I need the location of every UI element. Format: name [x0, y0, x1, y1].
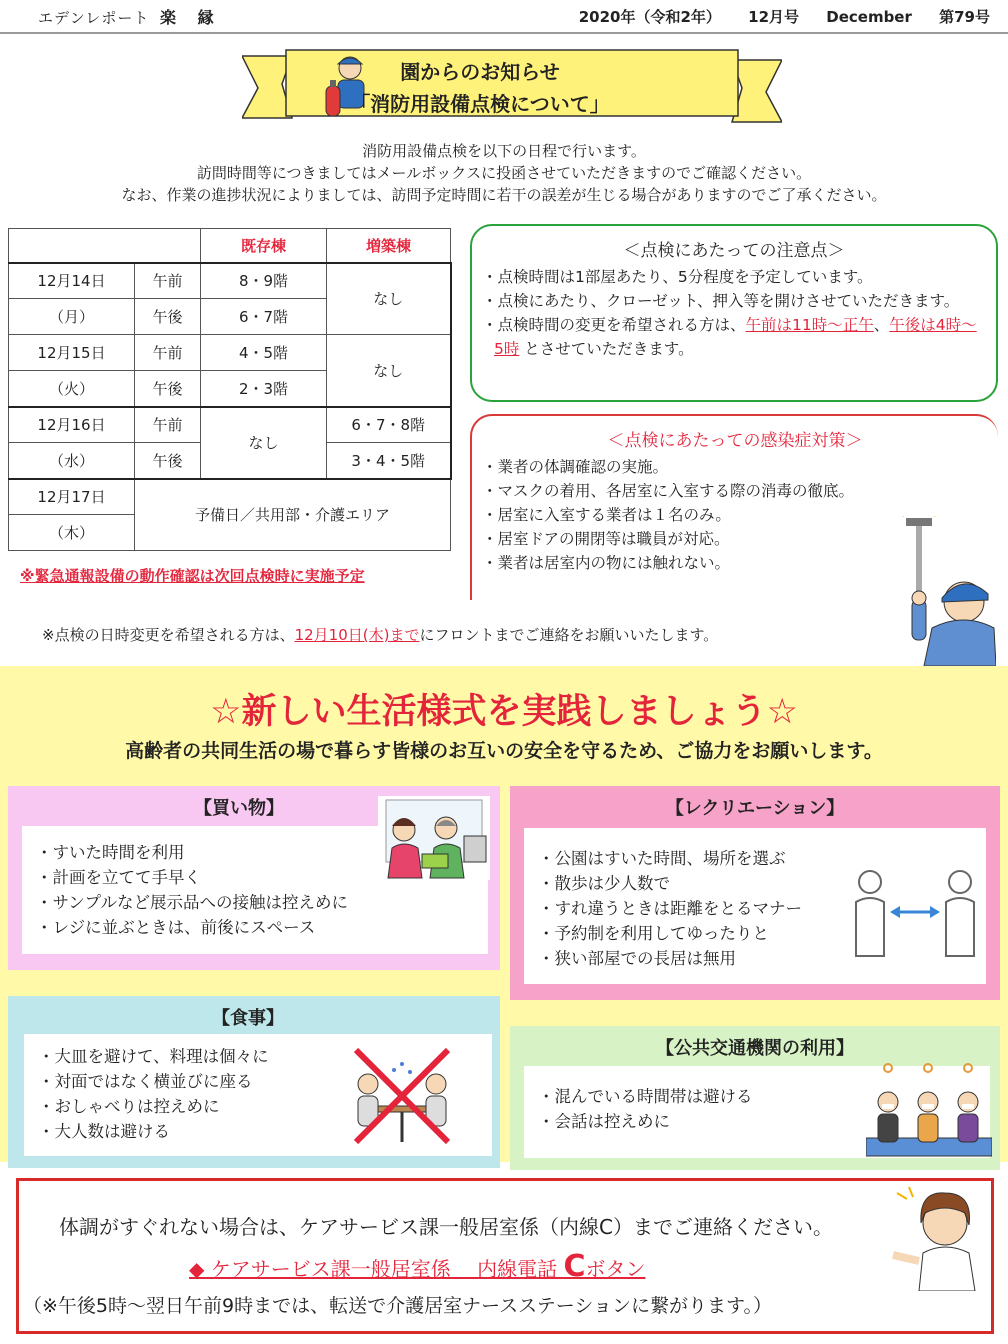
- recreation-title: 【レクリエーション】: [665, 798, 845, 819]
- date-change-note: [42, 624, 718, 645]
- list-item: ・予約制を利用してゆったりと: [538, 924, 769, 943]
- list-item: ・点検にあたり、クローゼット、押入等を開けさせていただきます。: [482, 292, 960, 310]
- period-cell: 午前: [135, 335, 201, 371]
- header-existing: 既存棟: [201, 229, 327, 263]
- date-change-text: にフロントまでご連絡をお願いいたします。: [419, 626, 719, 644]
- list-item: ・点検時間は1部屋あたり、5分程度を予定しています。: [482, 268, 873, 286]
- recreation-card: [510, 786, 1000, 1000]
- shopping-title: 【買い物】: [194, 798, 284, 819]
- annex-cell: なし: [327, 263, 451, 335]
- social-distance-icon: [850, 868, 980, 958]
- dow-cell: （月）: [9, 299, 135, 335]
- issue-month-en: December: [826, 8, 912, 26]
- annex-cell: 3・4・5階: [327, 443, 451, 479]
- transit-card: [510, 1026, 1000, 1170]
- period-cell: 午前: [135, 407, 201, 443]
- list-item: ・マスクの着用、各居室に入室する際の消毒の徹底。: [482, 482, 855, 500]
- inspection-notes-box: [470, 224, 998, 402]
- cashier-shopping-icon: [378, 796, 490, 880]
- list-item: ・サンプルなど展示品への接触は控えめに: [36, 893, 349, 912]
- list-item: ・計画を立てて手早く: [36, 868, 201, 887]
- list-item: ・公園はすいた時間、場所を選ぶ: [538, 849, 786, 868]
- period-cell: 午後: [135, 371, 201, 407]
- table-row: [9, 407, 451, 443]
- date-change-deadline: 12月10日(木)まで: [294, 626, 420, 644]
- list-item: ・対面ではなく横並びに座る: [38, 1072, 253, 1091]
- existing-cell: なし: [201, 407, 327, 479]
- existing-cell: 4・5階: [201, 335, 327, 371]
- publication-name: エデンレポート: [38, 9, 150, 27]
- list-item: ・すいた時間を利用: [36, 843, 185, 862]
- extension-suffix: ボタン: [585, 1257, 646, 1281]
- list-item: [482, 313, 986, 361]
- table-row: [9, 335, 451, 371]
- list-item-text: 、: [873, 316, 890, 334]
- list-item: ・会話は控えめに: [538, 1112, 670, 1131]
- note-cell: 予備日／共用部・介護エリア: [135, 479, 451, 551]
- date-cell: 12月17日: [9, 479, 135, 515]
- date-cell: 12月16日: [9, 407, 135, 443]
- list-item: ・散歩は少人数で: [538, 874, 670, 893]
- list-item: ・大皿を避けて、料理は個々に: [38, 1047, 269, 1066]
- contact-box: [16, 1178, 994, 1334]
- list-item-text: ・点検時間の変更を希望される方は、: [482, 316, 746, 334]
- meals-title: 【食事】: [212, 1008, 284, 1029]
- list-item: ・おしゃべりは控えめに: [38, 1097, 220, 1116]
- transit-title: 【公共交通機関の利用】: [656, 1038, 854, 1059]
- table-row: [9, 263, 451, 299]
- period-cell: 午後: [135, 443, 201, 479]
- train-passengers-icon: [866, 1062, 992, 1162]
- new-lifestyle-title: ☆新しい生活様式を実践しましょう☆: [210, 692, 798, 732]
- date-cell: 12月14日: [9, 263, 135, 299]
- period-cell: 午後: [135, 299, 201, 335]
- page-header: [0, 0, 1008, 34]
- banner-subtitle: 「消防用設備点検について」: [350, 92, 610, 116]
- recreation-panel: [524, 828, 986, 984]
- intro-text: [0, 140, 1008, 206]
- dow-cell: （水）: [9, 443, 135, 479]
- intro-line: 消防用設備点検を以下の日程で行います。: [362, 142, 646, 160]
- existing-cell: 8・9階: [201, 263, 327, 299]
- date-change-text: ※点検の日時変更を希望される方は、: [42, 626, 295, 644]
- list-item: ・業者は居室内の物には触れない。: [482, 554, 731, 572]
- schedule-footnote: ※緊急通報設備の動作確認は次回点検時に実施予定: [20, 567, 365, 585]
- extension-label: ◆ ケアサービス課一般居室係 内線電話: [189, 1257, 564, 1281]
- logo: 楽 縁: [160, 8, 222, 27]
- inspection-notes-list: [472, 261, 996, 361]
- list-item: ・レジに並ぶときは、前後にスペース: [36, 918, 316, 937]
- issue-year: 2020年（令和2年）: [578, 8, 721, 26]
- inspector-worker-icon: [884, 516, 996, 666]
- period-cell: 午前: [135, 263, 201, 299]
- issue-info: [557, 6, 990, 27]
- date-cell: 12月15日: [9, 335, 135, 371]
- inspection-notes-title: ＜点検にあたっての注意点＞: [623, 241, 845, 261]
- list-item: ・混んでいる時間帯は避ける: [538, 1087, 753, 1106]
- list-item: ・大人数は避ける: [38, 1122, 170, 1141]
- list-item-text: とさせていただきます。: [519, 340, 694, 358]
- existing-cell: 6・7階: [201, 299, 327, 335]
- table-row: [9, 479, 451, 515]
- header-blank: [9, 229, 201, 263]
- highlight-pm: 午後は4時～5時: [494, 316, 977, 358]
- list-item: ・すれ違うときは距離をとるマナー: [538, 899, 802, 918]
- dow-cell: （火）: [9, 371, 135, 407]
- issue-month: 12月号: [748, 8, 800, 26]
- intro-line: 訪問時間等につきましてはメールボックスに投函させていただきますのでご確認ください。: [196, 164, 812, 182]
- existing-cell: 2・3階: [201, 371, 327, 407]
- issue-number: 第79号: [939, 8, 990, 26]
- meals-panel: [24, 1034, 492, 1156]
- header-annex: 増築棟: [327, 229, 451, 263]
- contact-instruction: 体調がすぐれない場合は、ケアサービス課一般居室係（内線C）までご連絡ください。: [59, 1215, 833, 1239]
- contact-extension: [189, 1249, 645, 1284]
- extension-key: C: [563, 1249, 586, 1284]
- list-item: ・居室に入室する業者は１名のみ。: [482, 506, 731, 524]
- list-item: ・狭い部屋での長居は無用: [538, 949, 736, 968]
- no-face-to-face-dining-icon: [350, 1046, 454, 1146]
- annex-cell: なし: [327, 335, 451, 407]
- list-item: ・居室ドアの開閉等は職員が対応。: [482, 530, 730, 548]
- nurse-pointing-icon: [889, 1183, 985, 1291]
- infection-measures-title: ＜点検にあたっての感染症対策＞: [607, 431, 863, 451]
- highlight-am: 午前は11時～正午: [745, 316, 874, 334]
- annex-cell: 6・7・8階: [327, 407, 451, 443]
- banner-title: 園からのお知らせ: [400, 60, 560, 84]
- contact-after-hours: （※午後5時～翌日午前9時までは、転送で介護居室ナースステーションに繋がります。）: [23, 1295, 772, 1317]
- schedule-table: [8, 228, 452, 551]
- meals-card: [8, 996, 500, 1168]
- table-header-row: [9, 229, 451, 263]
- list-item: ・業者の体調確認の実施。: [482, 458, 669, 476]
- intro-line: なお、作業の進捗状況によりましては、訪問予定時間に若干の誤差が生じる場合がありますのでご了承ください。: [121, 186, 887, 204]
- shopping-card: [8, 786, 500, 970]
- new-lifestyle-subtitle: 高齢者の共同生活の場で暮らす皆様のお互いの安全を守るため、ご協力をお願いします。: [125, 740, 883, 762]
- dow-cell: （木）: [9, 515, 135, 551]
